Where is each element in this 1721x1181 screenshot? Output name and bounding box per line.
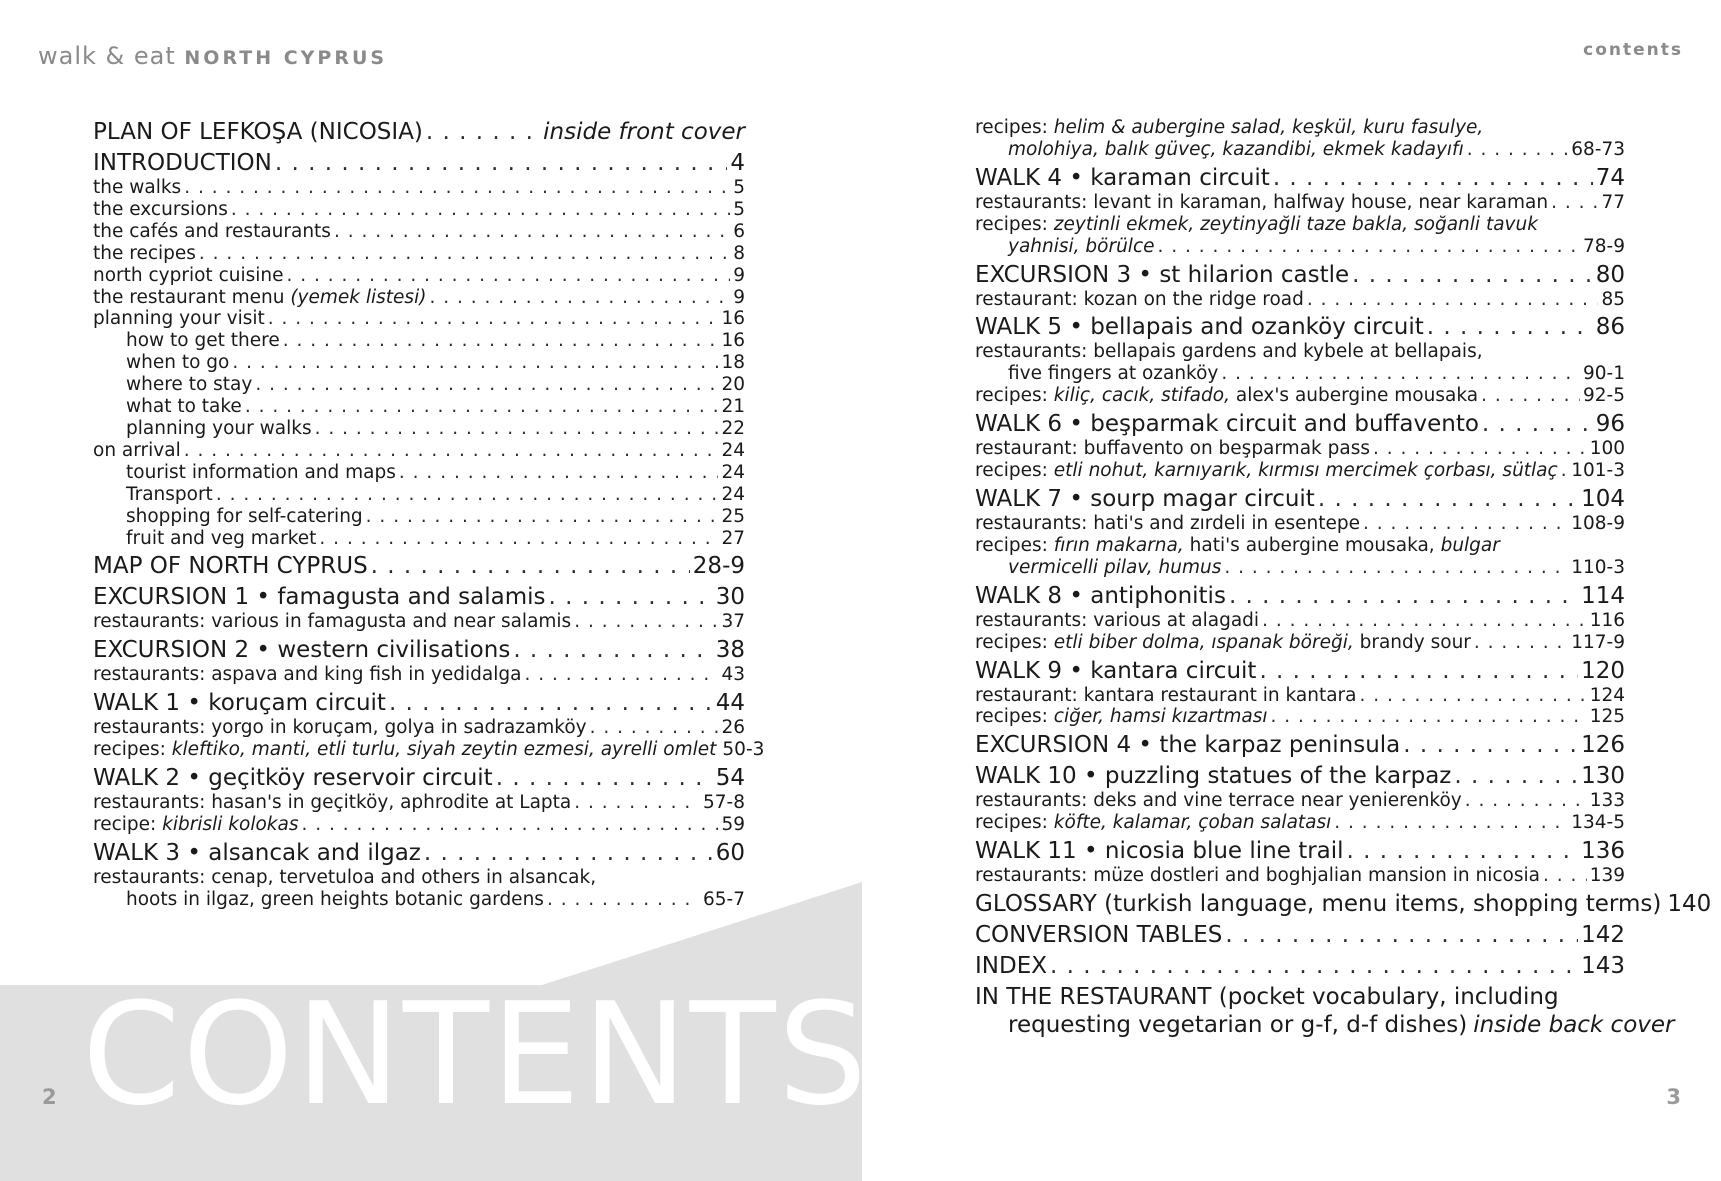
toc-entry[interactable]: recipes: kiliç, cacık, stifado, alex's aubergine mousaka . . . 92-5 — [975, 385, 1625, 407]
toc-entry[interactable]: restaurants: hati's and zırdeli in esentepe . . . 108-9 — [975, 513, 1625, 535]
toc-entry[interactable]: planning your walks . . . 22 — [93, 418, 745, 440]
toc-entry[interactable]: restaurants: müze dostleri and boghjalian mansion in nicosia . . . 139 — [975, 865, 1625, 887]
toc-entry[interactable]: WALK 6 • beşparmak circuit and buffavento . . . 96 — [975, 410, 1625, 438]
toc-entry[interactable]: recipes: kleftiko, manti, etli turlu, siyah zeytin ezmesi, ayrelli omlet 50-3 — [93, 739, 765, 761]
toc-entry[interactable]: PLAN OF LEFKOŞA (NICOSIA) . . . inside front cover — [93, 118, 745, 146]
toc-entry[interactable]: molohiya, balık güveç, kazandibi, ekmek kadayıfı . . . 68-73 — [975, 139, 1625, 161]
toc-entry[interactable]: the excursions . . . 5 — [93, 199, 745, 221]
toc-entry[interactable]: restaurants: various at alagadi . . . 116 — [975, 610, 1625, 632]
toc-entry[interactable]: how to get there . . . 16 — [93, 330, 745, 352]
toc-entry[interactable]: INDEX . . . 143 — [975, 952, 1625, 980]
toc-entry[interactable]: EXCURSION 4 • the karpaz peninsula . . . 126 — [975, 731, 1625, 759]
toc-entry[interactable]: EXCURSION 3 • st hilarion castle . . . 80 — [975, 261, 1625, 289]
toc-entry[interactable]: restaurant: buffavento on beşparmak pass . . . 100 — [975, 438, 1625, 460]
book-series: walk & eat — [38, 42, 176, 70]
toc-entry[interactable]: restaurants: hasan's in geçitköy, aphrodite at Lapta . . . 57-8 — [93, 792, 745, 814]
running-header-right: contents — [1583, 40, 1683, 60]
toc-entry[interactable]: when to go . . . 18 — [93, 352, 745, 374]
toc-entry[interactable]: MAP OF NORTH CYPRUS . . . 28-9 — [93, 552, 745, 580]
book-title: NORTH CYPRUS — [184, 47, 388, 69]
toc-entry[interactable]: restaurants: yorgo in koruçam, golya in sadrazamköy . . . 26 — [93, 717, 745, 739]
toc-entry[interactable]: restaurants: aspava and king fish in yedidalga . . . 43 — [93, 664, 745, 686]
toc-entry[interactable]: vermicelli pilav, humus . . . 110-3 — [975, 557, 1625, 579]
toc-entry[interactable]: planning your visit . . . 16 — [93, 308, 745, 330]
toc-entry-line: recipes: zeytinli ekmek, zeytinyağli taze bakla, soğanli tavuk — [975, 213, 1538, 235]
toc-entry[interactable]: five fingers at ozanköy . . . 90-1 — [975, 363, 1625, 385]
page-number-right: 3 — [1666, 1085, 1681, 1109]
toc-entry[interactable]: restaurant: kantara restaurant in kantara . . . 124 — [975, 685, 1625, 707]
toc-entry[interactable]: EXCURSION 1 • famagusta and salamis . . . 30 — [93, 583, 745, 611]
toc-entry[interactable]: restaurants: various in famagusta and near salamis . . . 37 — [93, 611, 745, 633]
toc-entry-line: recipes: fırın makarna, hati's aubergine mousaka, bulgar — [975, 534, 1500, 556]
toc-entry[interactable]: the restaurant menu (yemek listesi) . . . 9 — [93, 287, 745, 309]
toc-left-column — [93, 118, 765, 911]
toc-entry[interactable]: where to stay . . . 20 — [93, 374, 745, 396]
page-number-left: 2 — [42, 1085, 57, 1109]
toc-entry[interactable]: recipe: kibrisli kolokas . . . 59 — [93, 814, 745, 836]
toc-entry[interactable]: WALK 9 • kantara circuit . . . 120 — [975, 657, 1625, 685]
toc-entry[interactable]: restaurant: kozan on the ridge road . . . 85 — [975, 289, 1625, 311]
toc-entry[interactable]: WALK 5 • bellapais and ozanköy circuit . . . 86 — [975, 313, 1625, 341]
toc-entry[interactable]: shopping for self-catering . . . 25 — [93, 506, 745, 528]
toc-entry[interactable]: fruit and veg market . . . 27 — [93, 528, 745, 550]
toc-entry[interactable]: WALK 11 • nicosia blue line trail . . . 136 — [975, 837, 1625, 865]
toc-entry-line: IN THE RESTAURANT (pocket vocabulary, including — [975, 984, 1559, 1011]
toc-entry[interactable]: what to take . . . 21 — [93, 396, 745, 418]
toc-entry[interactable]: WALK 2 • geçitköy reservoir circuit . . . 54 — [93, 764, 745, 792]
toc-entry[interactable]: the cafés and restaurants . . . 6 — [93, 221, 745, 243]
toc-entry[interactable]: recipes: köfte, kalamar, çoban salatası . . . 134-5 — [975, 812, 1625, 834]
toc-entry-line: recipes: helim & aubergine salad, keşkül, kuru fasulye, — [975, 117, 1484, 138]
toc-entry[interactable]: CONVERSION TABLES . . . 142 — [975, 921, 1625, 949]
toc-entry[interactable]: recipes: etli nohut, karnıyarık, kırmısı mercimek çorbası, sütlaç . . . 101-3 — [975, 460, 1625, 482]
toc-entry[interactable]: EXCURSION 2 • western civilisations . . . 38 — [93, 636, 745, 664]
toc-entry[interactable]: the recipes . . . 8 — [93, 243, 745, 265]
toc-entry[interactable]: WALK 7 • sourp magar circuit . . . 104 — [975, 485, 1625, 513]
toc-entry[interactable]: on arrival . . . 24 — [93, 440, 745, 462]
toc-entry-line: restaurants: bellapais gardens and kybele at bellapais, — [975, 341, 1483, 363]
toc-entry[interactable]: Transport . . . 24 — [93, 484, 745, 506]
toc-entry[interactable]: WALK 10 • puzzling statues of the karpaz . . . 130 — [975, 762, 1625, 790]
toc-entry[interactable]: WALK 8 • antiphonitis . . . 114 — [975, 582, 1625, 610]
toc-entry[interactable]: WALK 4 • karaman circuit . . . 74 — [975, 164, 1625, 192]
toc-entry[interactable]: WALK 1 • koruçam circuit . . . 44 — [93, 689, 745, 717]
toc-entry[interactable]: restaurants: deks and vine terrace near yenierenköy . . . 133 — [975, 790, 1625, 812]
toc-entry-line: restaurants: cenap, tervetuloa and others in alsancak, — [93, 866, 597, 888]
toc-entry[interactable]: requesting vegetarian or g-f, d-f dishes) inside back cover — [1008, 1012, 1675, 1039]
toc-entry[interactable]: tourist information and maps . . . 24 — [93, 462, 745, 484]
toc-entry[interactable]: recipes: etli biber dolma, ıspanak böreği, brandy sour . . . 117-9 — [975, 632, 1625, 654]
toc-entry[interactable]: restaurants: levant in karaman, halfway house, near karaman . . . 77 — [975, 192, 1625, 214]
toc-entry[interactable]: yahnisi, börülce . . . 78-9 — [975, 236, 1625, 258]
toc-entry[interactable]: WALK 3 • alsancak and ilgaz . . . 60 — [93, 839, 745, 867]
toc-entry[interactable]: GLOSSARY (turkish language, menu items, shopping terms) 140 — [975, 891, 1712, 918]
toc-entry[interactable]: the walks . . . 5 — [93, 177, 745, 199]
toc-right-column — [975, 117, 1712, 1039]
toc-entry[interactable]: INTRODUCTION . . . 4 — [93, 149, 745, 177]
toc-entry[interactable]: hoots in ilgaz, green heights botanic gardens . . . 65-7 — [93, 889, 745, 911]
contents-big-title: CONTENTS — [82, 973, 870, 1137]
toc-entry[interactable]: north cypriot cuisine . . . 9 — [93, 265, 745, 287]
toc-entry[interactable]: recipes: ciğer, hamsi kızartması . . . 125 — [975, 706, 1625, 728]
